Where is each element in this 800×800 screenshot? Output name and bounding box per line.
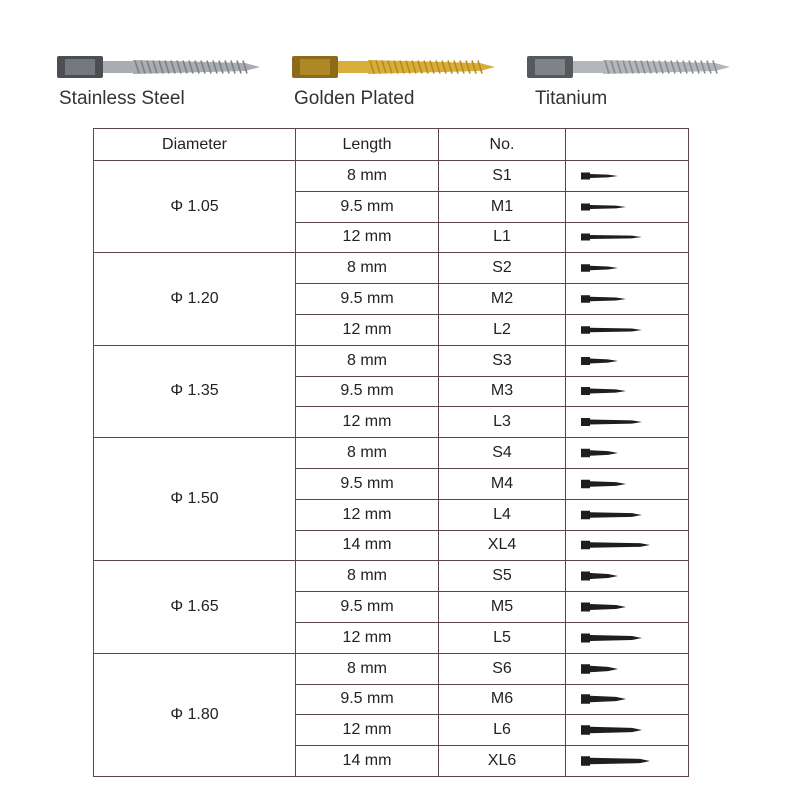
table-row <box>94 253 689 284</box>
post-shaft <box>590 665 618 672</box>
product-number-cell: M6 <box>439 684 566 715</box>
post-image-cell <box>566 161 689 192</box>
table-row <box>94 653 689 684</box>
post-image-cell <box>566 684 689 715</box>
post-m-icon <box>580 200 660 214</box>
diameter-cell: Φ 1.35 <box>94 345 296 437</box>
table-body <box>94 161 689 777</box>
product-number-cell: L5 <box>439 622 566 653</box>
post-head <box>581 510 590 519</box>
post-image-cell <box>566 345 689 376</box>
variant-label: Golden Plated <box>294 88 415 109</box>
post-l-icon <box>580 323 660 337</box>
post-head <box>581 572 590 581</box>
post-s-icon <box>580 169 660 183</box>
post-head <box>581 326 590 334</box>
post-shaft <box>590 543 650 549</box>
product-number-cell: S2 <box>439 253 566 284</box>
post-head <box>581 695 590 705</box>
header-diameter: Diameter <box>94 129 296 161</box>
length-cell: 8 mm <box>296 653 439 684</box>
post-image-cell <box>566 376 689 407</box>
product-number-cell: M5 <box>439 592 566 623</box>
length-cell: 12 mm <box>296 622 439 653</box>
post-image-cell <box>566 253 689 284</box>
post-xl-icon <box>580 754 660 768</box>
length-cell: 12 mm <box>296 715 439 746</box>
post-l-icon <box>580 415 660 429</box>
post-image-cell <box>566 222 689 253</box>
post-shaft <box>590 420 642 425</box>
post-shaft <box>590 297 626 302</box>
post-m-icon <box>580 292 660 306</box>
product-number-cell: M3 <box>439 376 566 407</box>
variant-label: Stainless Steel <box>59 88 185 109</box>
post-m-icon <box>580 477 660 491</box>
post-s-icon <box>580 569 660 583</box>
post-s-icon <box>580 261 660 275</box>
post-head <box>581 603 590 612</box>
table-header-row <box>94 129 689 161</box>
post-head <box>581 357 590 365</box>
table-row <box>94 161 689 192</box>
product-number-cell: L1 <box>439 222 566 253</box>
post-s-icon <box>580 446 660 460</box>
post-image-cell <box>566 622 689 653</box>
product-number-cell: S4 <box>439 438 566 469</box>
post-shaft <box>590 727 642 734</box>
post-head <box>581 541 590 550</box>
diameter-cell: Φ 1.80 <box>94 653 296 776</box>
length-cell: 9.5 mm <box>296 376 439 407</box>
post-shaft <box>590 358 618 363</box>
dental-post-titanium-image <box>525 50 735 84</box>
post-neck <box>338 61 368 73</box>
length-cell: 8 mm <box>296 438 439 469</box>
product-number-cell: S5 <box>439 561 566 592</box>
post-l-icon <box>580 508 660 522</box>
post-shaft <box>590 604 626 610</box>
post-s-icon <box>580 354 660 368</box>
length-cell: 14 mm <box>296 530 439 561</box>
post-image-cell <box>566 284 689 315</box>
post-shaft <box>590 573 618 579</box>
header-image <box>566 129 689 161</box>
post-image-cell <box>566 530 689 561</box>
post-neck <box>573 61 603 73</box>
product-number-cell: XL6 <box>439 746 566 777</box>
product-number-cell: S6 <box>439 653 566 684</box>
post-xl-icon <box>580 538 660 552</box>
post-neck <box>103 61 133 73</box>
product-number-cell: L2 <box>439 314 566 345</box>
diameter-cell: Φ 1.65 <box>94 561 296 653</box>
variant-stainless-steel <box>55 50 285 110</box>
diameter-cell: Φ 1.20 <box>94 253 296 345</box>
length-cell: 9.5 mm <box>296 191 439 222</box>
length-cell: 8 mm <box>296 161 439 192</box>
post-head <box>581 633 590 642</box>
size-specification-table <box>93 128 689 777</box>
material-variants <box>0 0 800 120</box>
variant-label: Titanium <box>535 88 608 109</box>
product-number-cell: XL4 <box>439 530 566 561</box>
dental-post-golden-plated-image <box>290 50 500 84</box>
post-shaft <box>590 266 618 271</box>
product-number-cell: L4 <box>439 499 566 530</box>
length-cell: 14 mm <box>296 746 439 777</box>
post-head <box>581 387 590 395</box>
post-image-cell <box>566 499 689 530</box>
product-number-cell: S1 <box>439 161 566 192</box>
post-image-cell <box>566 191 689 222</box>
length-cell: 8 mm <box>296 561 439 592</box>
post-shaft <box>590 235 642 239</box>
length-cell: 9.5 mm <box>296 684 439 715</box>
product-number-cell: S3 <box>439 345 566 376</box>
length-cell: 9.5 mm <box>296 284 439 315</box>
header-length: Length <box>296 129 439 161</box>
dental-post-stainless-steel-image <box>55 50 265 84</box>
post-shaft <box>590 389 626 394</box>
length-cell: 12 mm <box>296 499 439 530</box>
post-l-icon <box>580 230 660 244</box>
post-shaft <box>590 174 618 178</box>
post-l-icon <box>580 631 660 645</box>
post-head <box>581 234 590 241</box>
post-shaft <box>590 450 618 456</box>
post-image-cell <box>566 407 689 438</box>
post-l-icon <box>580 723 660 737</box>
post-shaft <box>590 328 642 333</box>
post-head <box>581 265 590 273</box>
post-head-highlight <box>300 59 330 75</box>
post-head <box>581 725 590 735</box>
post-head-highlight <box>535 59 565 75</box>
header-number: No. <box>439 129 566 161</box>
post-shaft <box>590 205 626 209</box>
post-head <box>581 295 590 303</box>
length-cell: 9.5 mm <box>296 592 439 623</box>
post-s-icon <box>580 662 660 676</box>
length-cell: 12 mm <box>296 407 439 438</box>
product-number-cell: L3 <box>439 407 566 438</box>
post-image-cell <box>566 746 689 777</box>
length-cell: 12 mm <box>296 314 439 345</box>
length-cell: 8 mm <box>296 253 439 284</box>
table-row <box>94 345 689 376</box>
variant-titanium <box>525 50 755 110</box>
diameter-cell: Φ 1.50 <box>94 438 296 561</box>
post-shaft <box>590 635 642 641</box>
product-number-cell: L6 <box>439 715 566 746</box>
post-shaft <box>590 481 626 487</box>
table-row <box>94 561 689 592</box>
post-image-cell <box>566 715 689 746</box>
post-m-icon <box>580 692 660 706</box>
post-image-cell <box>566 314 689 345</box>
post-head <box>581 756 590 766</box>
post-m-icon <box>580 384 660 398</box>
product-number-cell: M4 <box>439 468 566 499</box>
post-image-cell <box>566 438 689 469</box>
variant-golden-plated <box>290 50 520 110</box>
post-image-cell <box>566 653 689 684</box>
length-cell: 8 mm <box>296 345 439 376</box>
post-image-cell <box>566 561 689 592</box>
post-image-cell <box>566 592 689 623</box>
post-head <box>581 449 590 458</box>
post-head <box>581 203 590 210</box>
table-row <box>94 438 689 469</box>
post-shaft <box>590 512 642 518</box>
post-m-icon <box>580 600 660 614</box>
product-number-cell: M2 <box>439 284 566 315</box>
post-shaft <box>590 758 650 765</box>
post-head <box>581 172 590 179</box>
product-number-cell: M1 <box>439 191 566 222</box>
post-head <box>581 418 590 426</box>
post-head <box>581 664 590 674</box>
post-head-highlight <box>65 59 95 75</box>
post-image-cell <box>566 468 689 499</box>
post-head <box>581 480 590 489</box>
length-cell: 12 mm <box>296 222 439 253</box>
diameter-cell: Φ 1.05 <box>94 161 296 253</box>
post-shaft <box>590 696 626 703</box>
length-cell: 9.5 mm <box>296 468 439 499</box>
